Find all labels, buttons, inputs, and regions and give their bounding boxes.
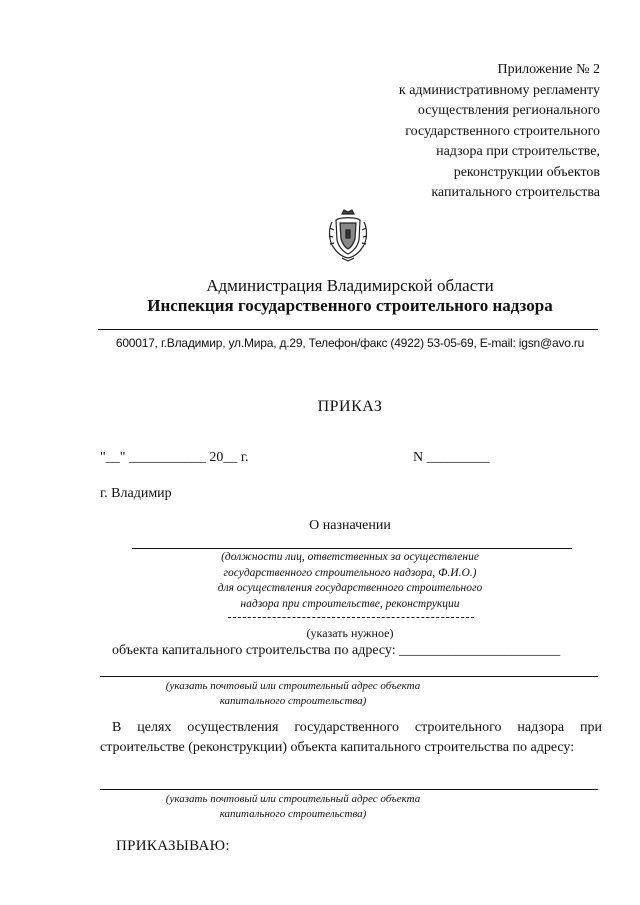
fill-line (100, 789, 598, 790)
annex-line: к административному регламенту (398, 82, 600, 98)
annex-block (399, 60, 600, 204)
annex-line: государственного строительного (405, 123, 600, 139)
date-field: "__" ___________ 20__ г. (100, 450, 249, 465)
choose-note: (указать нужное) (306, 626, 394, 640)
city-label: г. Владимир (100, 486, 172, 501)
object-address-line: объекта капитального строительства по адресу: _______________________ (112, 643, 561, 658)
note-line: (должности лиц, ответственных за осуществление (221, 551, 479, 563)
note-line: капитального строительства) (219, 695, 367, 707)
fill-line (100, 676, 598, 677)
annex-line: надзора при строительстве, (436, 144, 600, 159)
annex-line: капитального строительства (431, 185, 600, 200)
purpose-paragraph: В целях осуществления государственного строительного надзора при строительстве (реконструкции) объекта капитального строительства по адресу: (100, 720, 602, 755)
document-title: ПРИКАЗ (317, 398, 383, 415)
note-line: (указать почтовый или строительный адрес объекта (165, 793, 421, 805)
organization-name: Администрация Владимирской области (206, 276, 494, 295)
positions-note (0, 550, 640, 612)
note-line: надзора при строительстве, реконструкции (240, 597, 460, 610)
annex-line: осуществления регионального (417, 103, 600, 118)
annex-line: Приложение № 2 (497, 62, 600, 77)
note-line: капитального строительства) (219, 808, 367, 820)
number-field: N _________ (413, 450, 490, 465)
annex-line: реконструкции объектов (453, 164, 600, 180)
order-word: ПРИКАЗЫВАЮ: (116, 838, 230, 854)
note-line: государственного строительного надзора, Ф.И.О.) (223, 566, 477, 579)
subject-heading: О назначении (309, 518, 391, 533)
dashed-fill-line (228, 617, 474, 618)
inspection-name: Инспекция государственного строительного надзора (147, 296, 553, 315)
address-note (148, 792, 438, 822)
contact-address: 600017, г.Владимир, ул.Мира, д.29, Телефон/факс (4922) 53-05-69, E-mail: igsn@avo.ru (115, 336, 585, 350)
fill-line (132, 548, 572, 549)
address-note (148, 679, 438, 709)
coat-of-arms-emblem-icon (326, 208, 370, 262)
note-line: (указать почтовый или строительный адрес объекта (165, 680, 421, 692)
note-line: для осуществления государственного строительного (217, 582, 483, 594)
header-divider (98, 329, 598, 330)
